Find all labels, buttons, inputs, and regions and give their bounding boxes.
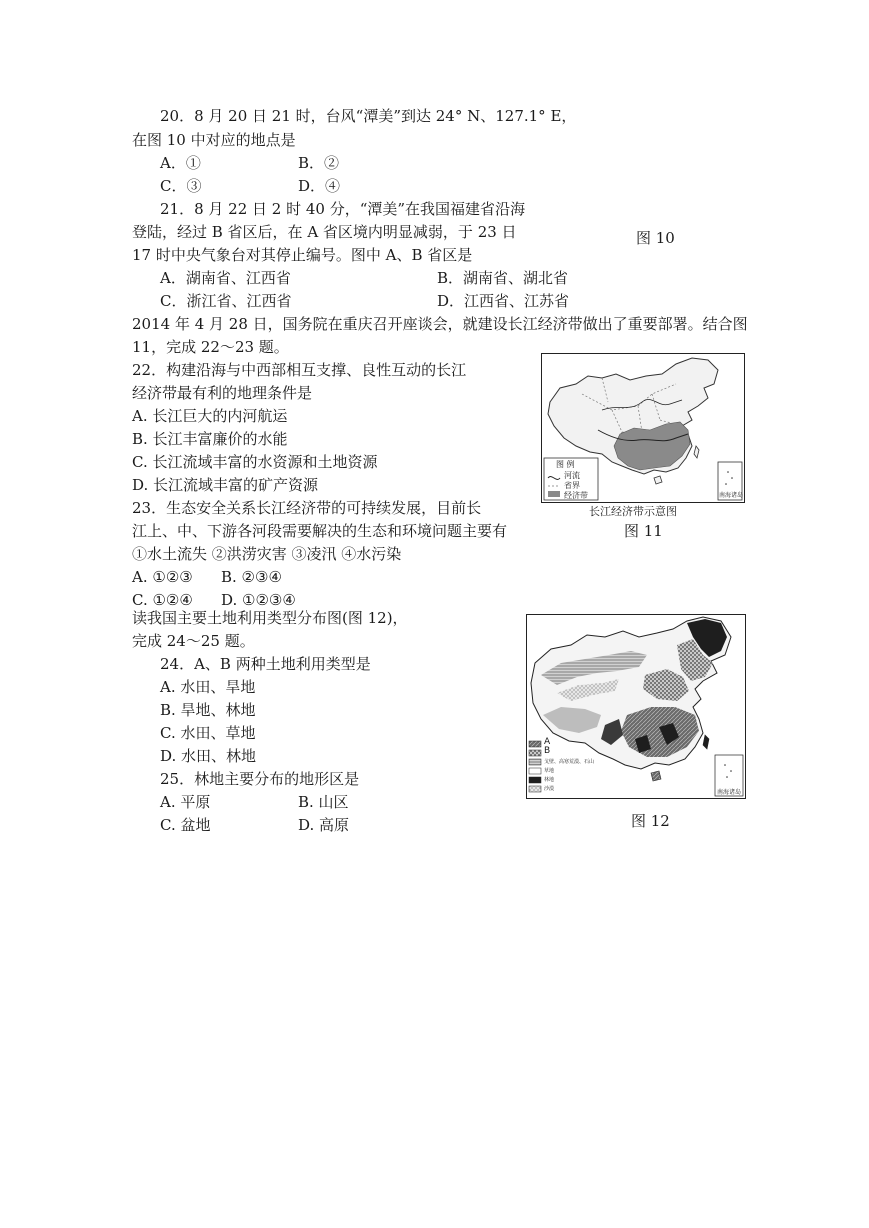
- q24-option-c: C. 水田、草地: [160, 724, 256, 742]
- fig10-caption: 图 10: [636, 229, 675, 247]
- legend-forest-icon: [529, 777, 541, 783]
- intro-24-25-line2: 完成 24～25 题。: [132, 632, 255, 650]
- fig12-map-drawing: [527, 615, 745, 798]
- q21-option-d: D．江西省、江苏省: [437, 292, 570, 310]
- q21-stem-line1: 21．8 月 22 日 2 时 40 分，“潭美”在我国福建省沿海: [160, 200, 526, 218]
- taiwan-island: [703, 735, 709, 749]
- q23-stem-line1: 23．生态安全关系长江经济带的可持续发展，目前长: [132, 499, 482, 517]
- q22-option-a: A. 长江巨大的内河航运: [132, 407, 288, 425]
- q25-option-d: D. 高原: [298, 816, 350, 834]
- legend-a-icon: [529, 741, 541, 747]
- fig11-legend-belt: 经济带: [564, 491, 588, 500]
- q21-option-b: B．湖南省、湖北省: [437, 269, 569, 287]
- fig12-legend-b: B: [544, 746, 551, 756]
- q21-option-a: A．湖南省、江西省: [160, 269, 291, 287]
- legend-desert-icon: [529, 759, 541, 765]
- q20-option-b: B．②: [298, 154, 340, 172]
- q23-stem-line3: ①水土流失 ②洪涝灾害 ③凌汛 ④水污染: [132, 545, 402, 563]
- taiwan-island: [694, 446, 699, 458]
- q20-option-c: C．③: [160, 177, 202, 195]
- legend-grass-icon: [529, 768, 541, 774]
- fig12-map: [526, 614, 746, 799]
- fig11-caption: 图 11: [624, 522, 663, 540]
- intro-22-23-line2: 11，完成 22～23 题。: [132, 338, 289, 356]
- q25-option-c: C. 盆地: [160, 816, 211, 834]
- belt-legend-icon: [548, 491, 560, 497]
- fig12-legend-forest: 林地: [544, 777, 555, 783]
- fig11-title: 长江经济带示意图: [589, 505, 677, 518]
- q25-option-a: A. 平原: [160, 793, 211, 811]
- q23-stem-line2: 江上、中、下游各河段需要解决的生态和环境问题主要有: [132, 522, 508, 540]
- fig12-legend-a: A: [544, 737, 551, 747]
- fig12-inset-label: 南海诸岛: [717, 789, 742, 796]
- q25-option-b: B. 山区: [298, 793, 349, 811]
- q21-stem-line2: 登陆，经过 B 省区后，在 A 省区境内明显减弱，于 23 日: [132, 223, 517, 241]
- q22-stem-line2: 经济带最有利的地理条件是: [132, 384, 313, 402]
- q24-option-a: A. 水田、旱地: [160, 678, 256, 696]
- fig12-legend-sand: 沙漠: [544, 786, 555, 792]
- q22-option-d: D. 长江流域丰富的矿产资源: [132, 476, 319, 494]
- q20-option-d: D．④: [298, 177, 341, 195]
- q22-option-c: C. 长江流域丰富的水资源和土地资源: [132, 453, 378, 471]
- fig12-caption: 图 12: [631, 812, 670, 830]
- q20-option-a: A．①: [160, 154, 201, 172]
- q24-option-b: B. 旱地、林地: [160, 701, 256, 719]
- q20-stem-line2: 在图 10 中对应的地点是: [132, 131, 296, 149]
- fig11-legend-boundary: 省界: [564, 481, 580, 490]
- q24-option-d: D. 水田、林地: [160, 747, 257, 765]
- q22-stem-line1: 22．构建沿海与中西部相互支撑、良性互动的长江: [132, 361, 467, 379]
- legend-b-icon: [529, 750, 541, 756]
- intro-22-23-line1: 2014 年 4 月 28 日，国务院在重庆召开座谈会，就建设长江经济带做出了重要部署。结合图: [132, 315, 748, 333]
- q24-stem: 24．A、B 两种土地利用类型是: [160, 655, 371, 673]
- q20-stem-line1: 20．8 月 20 日 21 时，台风“潭美”到达 24° N、127.1° E，: [160, 107, 577, 125]
- fig11-inset-label: 南海诸岛: [719, 492, 744, 499]
- intro-24-25-line1: 读我国主要土地利用类型分布图(图 12)，: [132, 609, 408, 627]
- fig12-legend-grass: 草地: [544, 768, 555, 774]
- q23-option-d: D. ①②③④: [221, 591, 296, 609]
- q23-option-a: A. ①②③: [132, 568, 193, 586]
- legend-sand-icon: [529, 786, 541, 792]
- q23-option-b: B. ②③④: [221, 568, 282, 586]
- hainan-island: [654, 476, 662, 484]
- fig11-legend-river: 河流: [564, 471, 580, 480]
- q21-option-c: C．浙江省、江西省: [160, 292, 292, 310]
- q22-option-b: B. 长江丰富廉价的水能: [132, 430, 288, 448]
- q25-stem: 25．林地主要分布的地形区是: [160, 770, 360, 788]
- q21-stem-line3: 17 时中央气象台对其停止编号。图中 A、B 省区是: [132, 246, 473, 264]
- fig11-legend-title: 图 例: [556, 460, 575, 469]
- hainan-island: [651, 771, 661, 781]
- q23-option-c: C. ①②④: [132, 591, 193, 609]
- fig11-map: [541, 353, 745, 503]
- fig12-legend-desert: 戈壁、高寒荒漠、石山: [544, 759, 595, 765]
